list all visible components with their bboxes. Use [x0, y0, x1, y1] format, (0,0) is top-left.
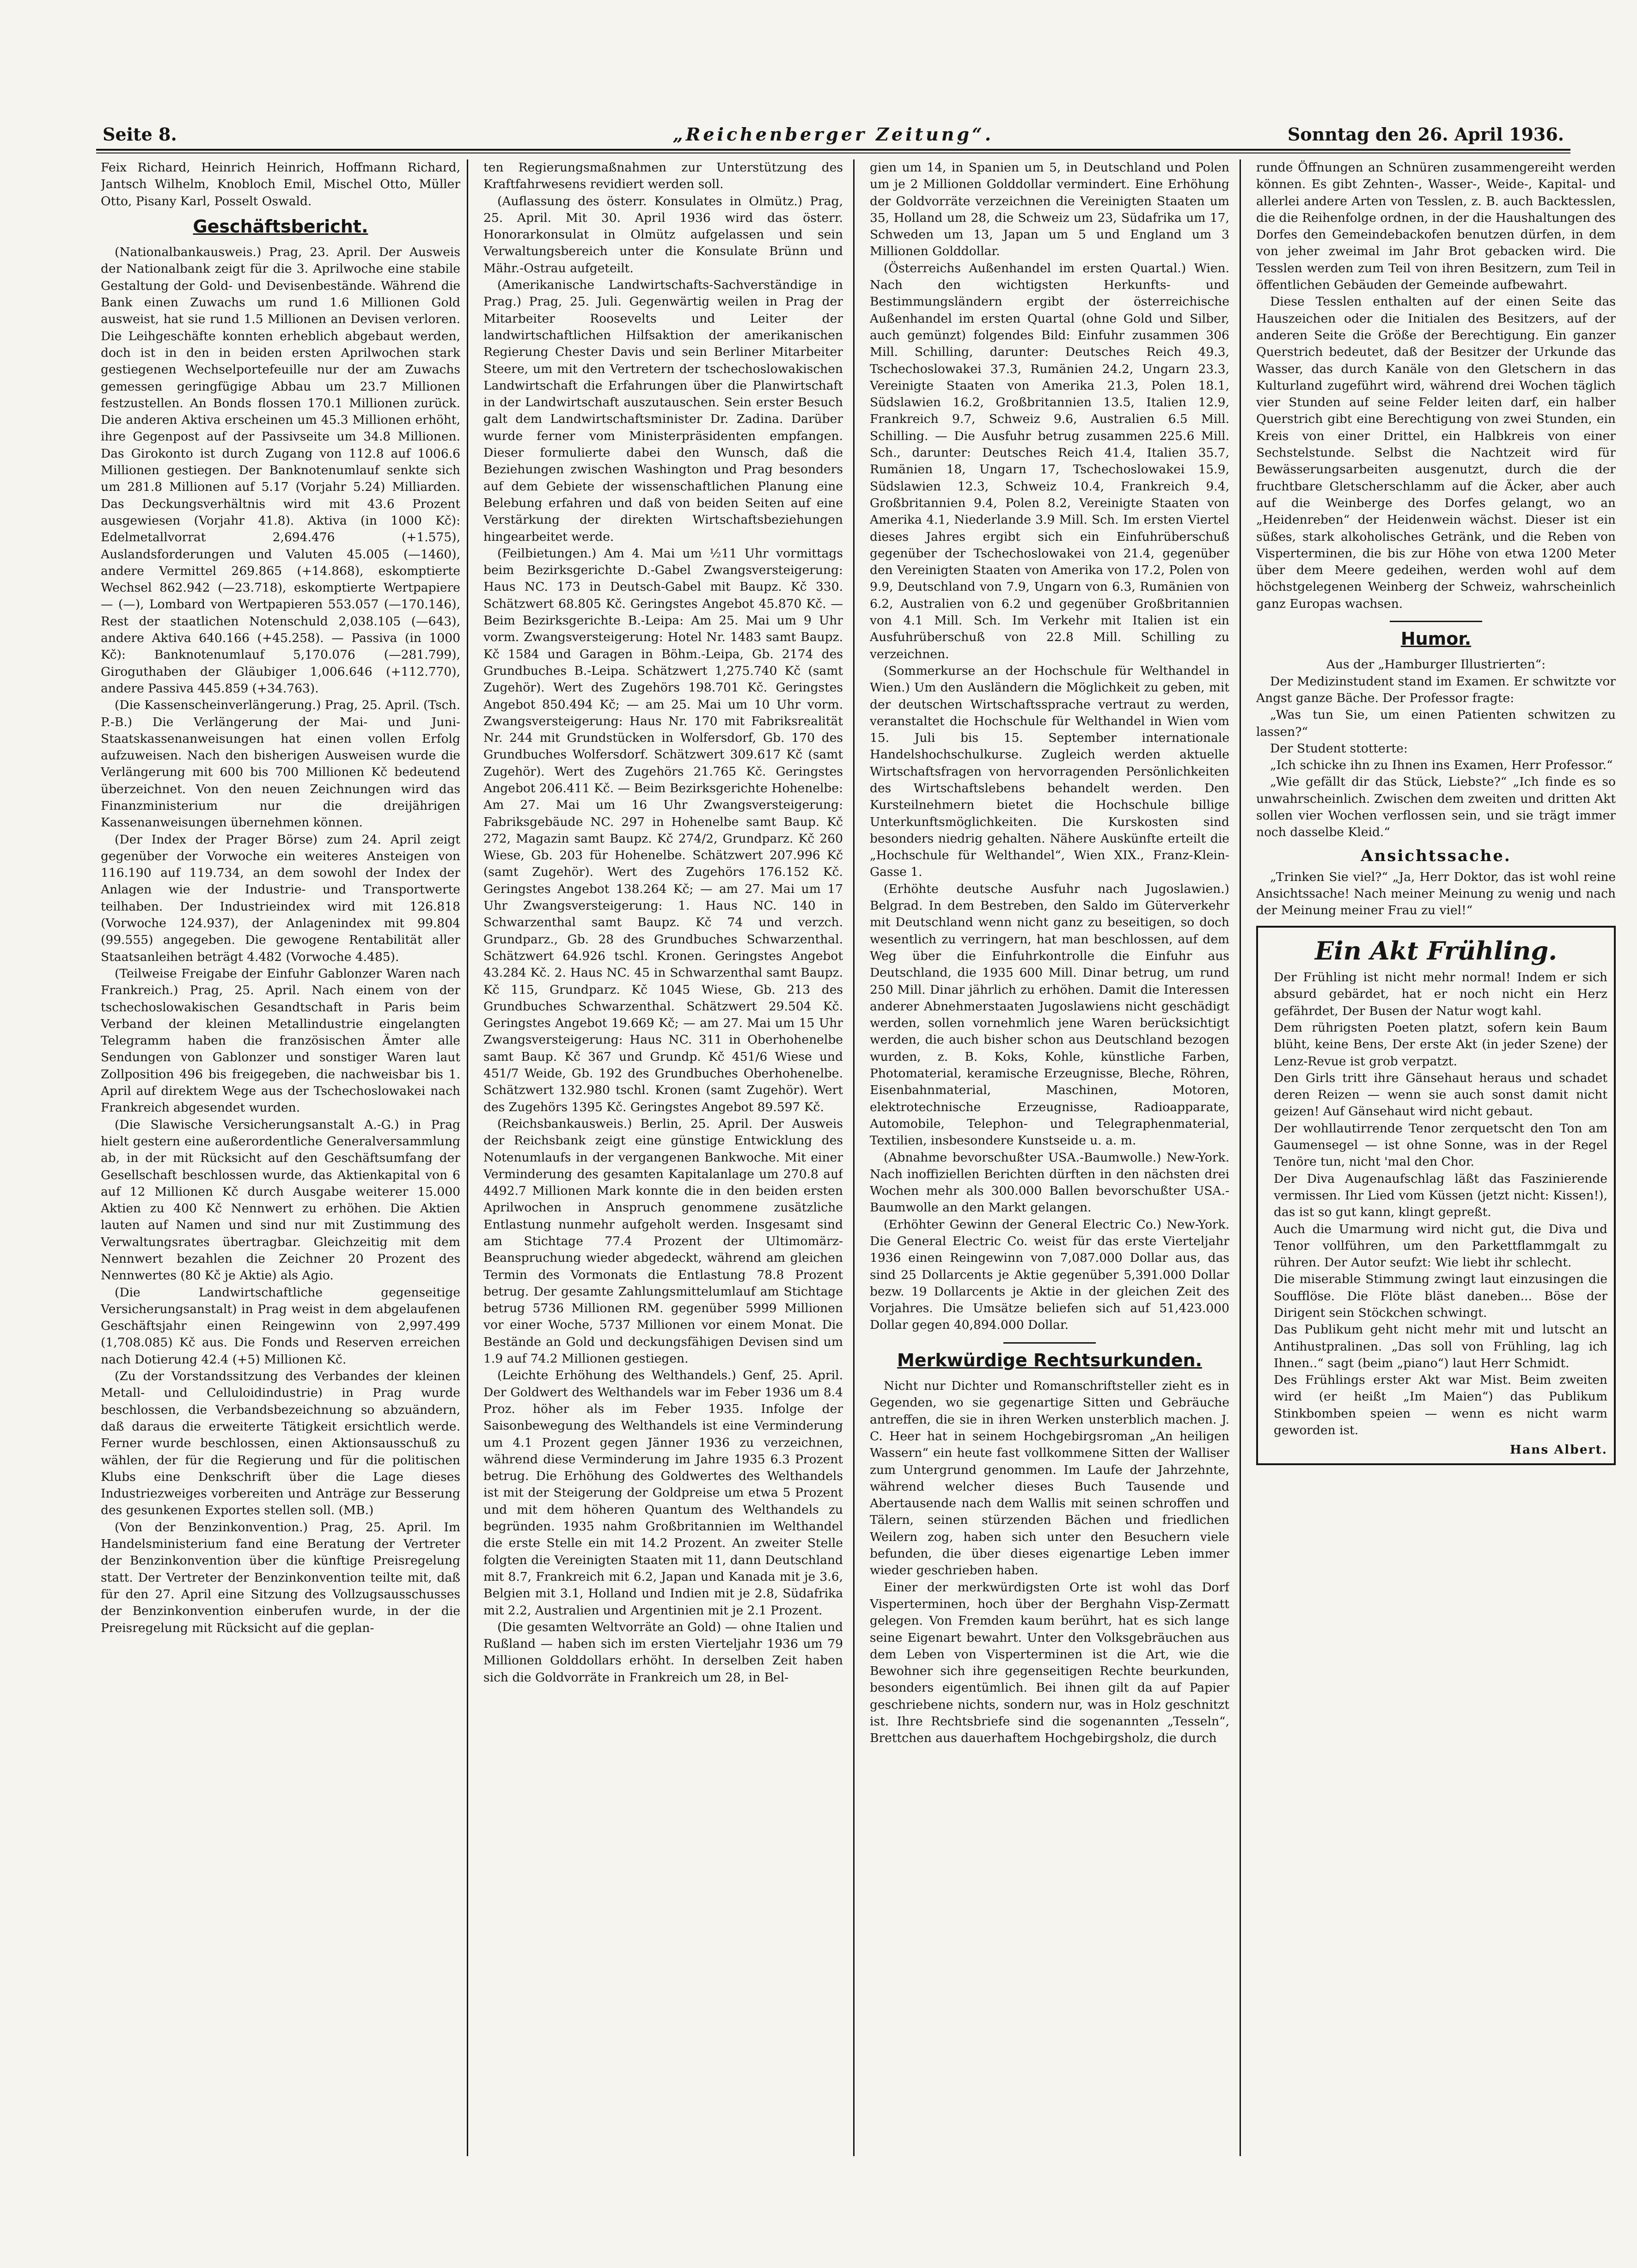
joke-line: „Ich schicke ihn zu Ihnen ins Examen, Herr Professor.“: [1270, 758, 1613, 773]
separator: [1003, 1342, 1096, 1344]
poem-title: Ein Akt Frühling.: [1315, 935, 1557, 966]
poem-stanza: Der Diva Augenaufschlag läßt das Faszinierende vermissen. Ihr Lied vom Küssen (jetzt nicht: Kissen!), das ist so gut kann, klingt gepreßt.: [1274, 1171, 1607, 1220]
column-1: [101, 159, 460, 2165]
column-divider-1: [467, 159, 468, 2156]
article-continued: ten Regierungsmaßnahmen zur Unterstützung des Kraftfahrwesens revidiert werden soll.: [483, 160, 843, 192]
joke-line: „Wie gefällt dir das Stück, Liebste?“ „Ich finde es so unwahrscheinlich. Zwischen dem zweiten und dritten Akt sollen vier Wochen verflossen sein, und sie trägt immer noch dasselbe Kleid.“: [1256, 775, 1616, 840]
column-divider-3: [1240, 159, 1241, 2156]
poem-stanza: Die miserable Stimmung zwingt laut einzusingen die Soufflöse. Die Flöte bläst daneben... Böse der Dirigent sein Stöckchen schwingt.: [1274, 1272, 1607, 1320]
names-list: Feix Richard, Heinrich Heinrich, Hoffmann Richard, Jantsch Wilhelm, Knobloch Emil, Mischel Otto, Müller Otto, Pisany Karl, Posselt Oswald.: [101, 160, 460, 208]
section-title-humor: Humor.: [1400, 629, 1472, 649]
feuilleton-paragraph: Nicht nur Dichter und Romanschriftsteller zieht es in Gegenden, wo sie gegenartige Sitten und Gebräuche antreffen, die sie in ihren Werken unsterblich machen. J. C. Heer hat in seinem Hochgebirgsroman „An heiligen Wassern“ ein heute fast vollkommene Sitten der Walliser zum Untergrund genommen. Im Laufe der Jahrzehnte, während welcher dieses Buch Tausende und Abertausende nach dem Wallis mit seinen schroffen und Tälern, seinen stürzenden Bächen und friedlichen Weilern zog, haben sich unter den Besuchern viele befunden, die über dieses eigenartige Leben immer wieder geschrieben haben.: [870, 1379, 1229, 1578]
poem-stanza: Das Publikum geht nicht mehr mit und lutscht an Antihustpralinen. „Das soll von Frühling, lag ich Ihnen..“ sagt (beim „piano“) laut Herr Schmidt.: [1274, 1322, 1607, 1370]
feuilleton-paragraph: Einer der merkwürdigsten Orte ist wohl das Dorf Visperterminen, hoch über der Berghahn Visp-Zermatt gelegen. Von Fremden kaum berührt, hat es sich lange seine Eigenart bewahrt. Unter den Volksgebräuchen aus dem Leben von Visperterminen ist die Art, wie die Bewohner sich ihre gegenseitigen Rechte beurkunden, besonders eigentümlich. Bei ihnen gilt da auf Papier geschriebene nichts, sondern nur, was in Holz geschnitzt ist. Ihre Rechtsbriefe sind die sogenannten „Tesseln“, Brettchen aus dauerhaftem Hochgebirgsholz, die durch: [870, 1580, 1229, 1746]
article-amerikaner: (Amerikanische Landwirtschafts-Sachverständige in Prag.) Prag, 25. Juli. Gegenwärtig weilen in Prag der Mitarbeiter Roosevelts und Leiter der landwirtschaftlichen Hilfsaktion der amerikanischen Regierung Chester Davis und sein Berliner Mitarbeiter Steere, um mit den Vertretern der tschechoslowakischen Landwirtschaft die Erfahrungen über die Planwirtschaft in der Landwirtschaft auszutauschen. Sein erster Besuch galt dem Landwirtschaftsminister Dr. Zadina. Darüber wurde ferner vom Ministerpräsidenten empfangen. Dieser formulierte dabei den Wunsch, daß die Beziehungen zwischen Washington und Prag besonders auf dem Gebiete der wissenschaftlichen Planung eine Belebung erfahren und daß von beiden Seiten auf eine Verstärkung der direkten Wirtschaftsbeziehungen hingearbeitet werde.: [483, 278, 843, 544]
joke-line: Der Student stotterte:: [1270, 741, 1408, 756]
header-rule: [96, 149, 1570, 151]
poem-stanza: Der Frühling ist nicht mehr normal! Indem er sich absurd gebärdet, hat er noch nicht ein Herz gefährdet, Der Busen der Natur wogt kahl.: [1274, 970, 1607, 1018]
column-3: [870, 159, 1229, 2165]
feuilleton-continued: runde Öffnungen an Schnüren zusammengereiht werden können. Es gibt Zehnten-, Wasser-, Weide-, Kapital- und allerlei andere Arten von Tesslen, z. B. auch Backtesslen, die die Reihenfolge ordnen, in der die Haushaltungen des Dorfes den Gemeindebackofen benutzen dürfen, in dem von jeher zweimal im Jahr Brot gebacken wird. Die Tesslen werden zum Teil von ihren Besitzern, zum Teil in öffentlichen Gebäuden der Gemeinde aufbewahrt.: [1256, 160, 1616, 293]
poem-stanza: Der wohllautirrende Tenor zerquetscht den Ton am Gaumensegel — ist ohne Sonne, was in der Regel Tenöre tun, nicht 'mal den Chor.: [1274, 1121, 1607, 1169]
article-sommerkurse: (Sommerkurse an der Hochschule für Welthandel in Wien.) Um den Ausländern die Möglichkeit zu geben, mit der deutschen Wirtschaftssprache vertraut zu werden, veranstaltet die Hochschule für Welthandel in Wien vom 15. Juli bis 15. September internationale Handelshochschulkurse. Zugleich werden aktuelle Wirtschaftsfragen von hervorragenden Persönlichkeiten des Wirtschaftslebens behandelt werden. Den Kursteilnehmern bietet die Hochschule billige Unterkunftsmöglichkeiten. Die Kurskosten sind besonders niedrig gehalten. Nähere Auskünfte erteilt die „Hochschule für Welthandel“, Wien XIX., Franz-Klein-Gasse 1.: [870, 663, 1229, 880]
joke-line: „Trinken Sie viel?“ „Ja, Herr Doktor, das ist wohl reine Ansichtssache! Nach meiner Meinung zu wenig und nach der Meinung meiner Frau zu viel!“: [1256, 869, 1616, 918]
article-boersenindex: (Der Index der Prager Börse) zum 24. April zeigt gegenüber der Vorwoche ein weiteres Ansteigen von 116.190 auf 119.734, an dem sowohl der Index der Anlagen wie der Industrie- und Transportwerte teilhaben. Der Industrieindex wird mit 126.818 (Vorwoche 124.937), der Anlagenindex mit 99.804 (99.555) angegeben. Die gewogene Rentabilität aller Staatsanleihen beträgt 4.482 (Vorwoche 4.485).: [101, 832, 460, 964]
poem-stanza: Des Frühlings erster Akt war Mist. Beim zweiten wird (er heißt „Im Maien“) das Publikum Stinkbomben speien — wenn es nicht warm geworden ist.: [1274, 1373, 1607, 1438]
poem-box: [1256, 926, 1616, 1465]
column-4: [1256, 159, 1616, 2165]
section-title-geschaeftsbericht: Geschäftsbericht.: [193, 216, 368, 237]
article-reichsbank: (Reichsbankausweis.) Berlin, 25. April. Der Ausweis der Reichsbank zeigt eine günstige Entwicklung des Notenumlaufs in der vergangenen Bankwoche. Mit einer Verminderung des gesamten Kapitalanlage um 270.8 auf 4492.7 Millionen Mark konnte die in den beiden ersten Aprilwochen in Anspruch genommene zusätzliche Entlastung nunmehr aufgeholt werden. Insgesamt sind am Stichtage 77.4 Prozent der Ultimomärz-Beanspruchung wieder abgedeckt, während am gleichen Termin des Vormonats die Entlastung 78.8 Prozent betrug. Der gesamte Zahlungsmittelumlauf am Stichtage betrug 5736 Millionen RM. gegenüber 5999 Millionen vor einer Woche, 5737 Millionen vor einem Monat. Die Bestände an Gold und deckungsfähigen Devisen sind um 1.9 auf 74.2 Millionen gestiegen.: [483, 1116, 843, 1366]
page-number: Seite 8.: [103, 124, 177, 145]
section-title-rechtsurkunden: Merkwürdige Rechtsurkunden.: [897, 1350, 1202, 1370]
joke-line: „Was tun Sie, um einen Patienten schwitzen zu lassen?“: [1256, 708, 1616, 739]
column-divider-2: [853, 159, 855, 2156]
article-jugoslawien: (Erhöhte deutsche Ausfuhr nach Jugoslawien.) Belgrad. In dem Bestreben, den Saldo im Güterverkehr mit Deutschland wenn nicht ganz zu beseitigen, so doch wesentlich zu verringern, hat man beschlossen, auf dem Weg über die Einfuhrkontrolle die Einfuhr aus Deutschland, die 1935 600 Mill. Dinar betrug, um rund 250 Mill. Dinar jährlich zu erhöhen. Damit die Interessen anderer Abnehmerstaaten Jugoslawiens nicht geschädigt werden, sollen vornehmlich jene Waren berücksichtigt werden, die auch bisher schon aus Deutschland bezogen wurden, z. B. Koks, Kohle, künstliche Farben, Photomaterial, keramische Erzeugnisse, Bleche, Röhren, Eisenbahnmaterial, Maschinen, Motoren, elektrotechnische Erzeugnisse, Radioapparate, Automobile, Telephon- und Telegraphenmaterial, Textilien, insbesondere Kunstseide u. a. m.: [870, 881, 1229, 1148]
article-versicherung: (Die Slawische Versicherungsanstalt A.-G.) in Prag hielt gestern eine außerordentliche Generalversammlung ab, in der mit Rücksicht auf den Geschäftsumfang der Gesellschaft beschlossen wurde, das Aktienkapital von 6 auf 12 Millionen Kč durch Ausgabe weiterer 15.000 Aktien zu 400 Kč Nennwert zu erhöhen. Die Aktien lauten auf Namen und sind nur mit Zustimmung des Verwaltungsrates übertragbar. Gleichzeitig mit dem Nennwert bezahlen die Zeichner 20 Prozent des Nennwertes (80 Kč je Aktie) als Agio.: [101, 1117, 460, 1283]
feuilleton-paragraph: Diese Tesslen enthalten auf der einen Seite das Hauszeichen oder die Initialen des Besitzers, auf der anderen Seite die Größe der Berechtigung. Ein ganzer Querstrich bedeutet, daß der Besitzer der Urkunde das Wasser, das durch Kanäle von den Gletschern in das Kulturland zugeführt wird, während drei Wochen täglich vier Stunden auf seine Felder leiten darf, ein halber Querstrich gibt eine Berechtigung von zwei Stunden, ein Kreis von einer Drittel, ein Halbkreis von einer Sechstelstunde. Selbst die Nachtzeit wird für Bewässerungsarbeiten ausgenutzt, durch die der fruchtbare Gletscherschlamm auf die Äcker, aber auch auf die Weinberge des Dorfes gelangt, wo an „Heidenreben“ der Heidenwein wächst. Dieser ist ein süßes, stark alkoholisches Getränk, und die Reben von Visperterminen, die bis zur Höhe von etwa 1200 Meter über dem Meere gedeihen, werden wohl auf dem höchstgelegenen Weinberg der Schweiz, wahrscheinlich ganz Europas wachsen.: [1256, 294, 1616, 611]
poem-author: Hans Albert.: [1509, 1443, 1607, 1457]
issue-date: Sonntag den 26. April 1936.: [1287, 124, 1564, 145]
article-continued: gien um 14, in Spanien um 5, in Deutschland und Polen um je 2 Millionen Golddollar vermindert. Eine Erhöhung der Goldvorräte verzeichnen die Vereinigten Staaten um 35, Holland um 28, die Schweiz um 23, Südafrika um 17, Schweden um 13, Japan um 5 und England um 3 Millionen Golddollar.: [870, 160, 1229, 259]
article-metallindustrie: (Zu der Vorstandssitzung des Verbandes der kleinen Metall- und Celluloidindustrie) in Prag wurde beschlossen, die Verbandsbezeichnung so abzuändern, daß daraus die erweiterte Tätigkeit ersichtlich werde. Ferner wurde beschlossen, einen Aktionsausschuß zu wählen, der für die Regierung und für die politischen Klubs eine Denkschrift über die Lage dieses Industriezweiges vorbereiten und Anträge zur Besserung des gesunkenen Exportes stellen soll. (MB.): [101, 1369, 460, 1518]
article-nationalbank: (Nationalbankausweis.) Prag, 23. April. Der Ausweis der Nationalbank zeigt für die 3. Aprilwoche eine stabile Gestaltung der Gold- und Devisenbestände. Während die Bank einen Zuwachs um rund 1.6 Millionen Gold ausweist, hat sie rund 1.5 Millionen an Devisen verloren. Die Leihgeschäfte konnten erheblich abgebaut werden, doch ist in den in beiden ersten Aprilwochen stark gestiegenen Wechselportefeuille nur der am Zuwachs gemessen geringfügige Abbau um 23.7 Millionen festzustellen. An Bonds flossen 170.1 Millionen zurück. Die anderen Aktiva erscheinen um 45.3 Millionen erhöht, ihre Gegenpost auf der Passivseite um 34.8 Millionen. Das Girokonto ist durch Zugang von 112.8 auf 1006.6 Millionen gestiegen. Der Banknotenumlauf senkte sich um 281.8 Millionen auf 5.17 (Vorjahr 5.24) Milliarden. Das Deckungsverhältnis wird mit 43.6 Prozent ausgewiesen (Vorjahr 41.8). Aktiva (in 1000 Kč): Edelmetallvorrat 2,694.476 (+1.575), Auslandsforderungen und Valuten 45.005 (—1460), andere Vermittel 269.865 (+14.868), eskomptierte Wechsel 862.942 (—23.718), eskomptierte Wertpapiere — (—), Lombard von Wertpapieren 553.057 (—170.146), Rest der staatlichen Notenschuld 2,038.105 (—643), andere Aktiva 640.166 (+45.258). — Passiva (in 1000 Kč): Banknotenumlauf 5,170.076 (—281.799), Giroguthaben der Gläubiger 1,006.646 (+112.770), andere Passiva 445.859 (+34.763).: [101, 245, 460, 696]
article-welthandel: (Leichte Erhöhung des Welthandels.) Genf, 25. April. Der Goldwert des Welthandels war im Feber 1936 um 8.4 Proz. höher als im Feber 1935. Infolge der Saisonbewegung des Welthandels ist eine Verminderung um 4.1 Prozent gegen Jänner 1936 zu verzeichnen, während diese Verminderung im Jahre 1935 6.3 Prozent betrug. Die Erhöhung des Goldwertes des Welthandels ist mit der Steigerung der Goldpreise um etwa 5 Prozent und mit dem höheren Quantum des Welthandels zu begründen. 1935 nahm Großbritannien im Welthandel die erste Stelle ein mit 14.2 Prozent. An zweiter Stelle folgten die Vereinigten Staaten mit 11, dann Deutschland mit 8.7, Frankreich mit 6.2, Japan und Kanada mit je 3.6, Belgien mit 3.1, Holland und Indien mit je 2.8, Südafrika mit 2.2, Australien und Argentinien mit je 2.1 Prozent.: [483, 1368, 843, 1618]
article-kassenschein: (Die Kassenscheinverlängerung.) Prag, 25. April. (Tsch. P.-B.) Die Verlängerung der Mai- und Juni-Staatskassenanweisungen hat einen vollen Erfolg aufzuweisen. Nach den bisherigen Ausweisen wurde die Verlängerung mit 600 bis 700 Millionen Kč bedeutend überzeichnet. Von den neuen Zeichnungen wird das Finanzministerium nur die dreijährigen Kassenanweisungen übernehmen können.: [101, 698, 460, 830]
masthead: [96, 124, 1570, 152]
article-landwirtschaft: (Die Landwirtschaftliche gegenseitige Versicherungsanstalt) in Prag weist in dem abgelaufenen Geschäftsjahr einen Reingewinn von 2,997.499 (1,708.085) Kč aus. Die Fonds und Reserven erreichen nach Dotierung 42.4 (+5) Millionen Kč.: [101, 1285, 460, 1367]
article-oesterreich: (Österreichs Außenhandel im ersten Quartal.) Wien. Nach den wichtigsten Herkunfts- und Bestimmungsländern ergibt der österreichische Außenhandel im ersten Quartal (ohne Gold und Silber, auch gemünzt) folgendes Bild: Einfuhr zusammen 306 Mill. Schilling, darunter: Deutsches Reich 49.3, Tschechoslowakei 37.3, Rumänien 24.2, Ungarn 23.3, Vereinigte Staaten von Amerika 21.3, Polen 18.1, Südslawien 16.2, Großbritannien 13.5, Italien 12.9, Frankreich 9.7, Schweiz 9.6, Australien 6.5 Mill. Schilling. — Die Ausfuhr betrug zusammen 225.6 Mill. Sch., darunter: Deutsches Reich 41.4, Italien 35.7, Rumänien 18, Ungarn 17, Tschechoslowakei 15.9, Südslawien 12.3, Schweiz 10.4, Frankreich 9.4, Großbritannien 9.4, Polen 8.2, Vereinigte Staaten von Amerika 4.1, Niederlande 3.9 Mill. Sch. Im ersten Viertel dieses Jahres ergibt sich ein Einfuhrüberschuß gegenüber der Tschechoslowakei von 21.4, gegenüber den Vereinigten Staaten von Amerika von 17.2, Polen von 9.9, Deutschland von 7.9, Ungarn von 6.3, Rumänien von 6.2, Australien von 6.2 und gegenüber Großbritannien von 4.1 Mill. Sch. Im Verkehr mit Italien ist ein Ausfuhrüberschuß von 22.8 Mill. Schilling zu verzeichnen.: [870, 261, 1229, 661]
article-gablonz: (Teilweise Freigabe der Einfuhr Gablonzer Waren nach Frankreich.) Prag, 25. April. Nach einem von der tschechoslowakischen Gesandtschaft in Paris beim Verband der kleinen Metallindustrie eingelangten Telegramm haben die französischen Ämter alle Sendungen von Gablonzer und sonstiger Waren laut Zollposition 496 bis freigegeben, die nachweisbar bis 1. April auf direktem Wege aus der Tschechoslowakei nach Frankreich abgesendet wurden.: [101, 966, 460, 1115]
article-weltgold: (Die gesamten Weltvorräte an Gold) — ohne Italien und Rußland — haben sich im ersten Vierteljahr 1936 um 79 Millionen Golddollars erhöht. In derselben Zeit haben sich die Goldvorräte in Frankreich um 28, in Bel-: [483, 1620, 843, 1685]
humor-source: Aus der „Hamburger Illustrierten“:: [1326, 657, 1546, 672]
article-general-electric: (Erhöhter Gewinn der General Electric Co.) New-York. Die General Electric Co. weist für das erste Vierteljahr 1936 einen Reingewinn von 7,087.000 Dollar aus, das sind 25 Dollarcents je Aktie gegenüber 5,391.000 Dollar bezw. 19 Dollarcents je Aktie in der gleichen Zeit des Vorjahres. Die Umsätze beliefen sich auf 51,423.000 Dollar gegen 40,894.000 Dollar.: [870, 1217, 1229, 1333]
newspaper-title: „Reichenberger Zeitung“.: [672, 124, 994, 145]
column-2: [483, 159, 843, 2165]
article-benzinkonvention: (Von der Benzinkonvention.) Prag, 25. April. Im Handelsministerium fand eine Beratung der Vertreter der Benzinkonvention über die künftige Preisregelung statt. Der Vertreter der Benzinkonvention teilte mit, daß für den 27. April eine Sitzung des Vollzugsausschusses der Benzinkonvention einberufen wurde, in der die Preisregelung mit Rücksicht auf die geplan-: [101, 1520, 460, 1635]
separator: [1390, 621, 1482, 622]
joke-line: Der Medizinstudent stand im Examen. Er schwitzte vor Angst ganze Bäche. Der Professor fragte:: [1256, 674, 1616, 705]
article-konsulat: (Auflassung des österr. Konsulates in Olmütz.) Prag, 25. April. Mit 30. April 1936 wird das österr. Honorarkonsulat in Olmütz aufgelassen und sein Verwaltungsbereich unter die Konsulate Brünn und Mähr.-Ostrau aufgeteilt.: [483, 194, 843, 275]
article-feilbietungen: (Feilbietungen.) Am 4. Mai um ½11 Uhr vormittags beim Bezirksgerichte D.-Gabel Zwangsversteigerung: Haus NC. 173 in Deutsch-Gabel mit Baupz. Kč 330. Schätzwert 68.805 Kč. Geringstes Angebot 45.870 Kč. — Beim Bezirksgerichte B.-Leipa: Am 25. Mai um 9 Uhr vorm. Zwangsversteigerung: Hotel Nr. 1483 samt Baupz. Kč 1584 und Garagen in Böhm.-Leipa, Gb. 2174 des Grundbuches B.-Leipa. Schätzwert 1,275.740 Kč (samt Zugehör). Wert des Zugehörs 198.701 Kč. Geringstes Angebot 850.494 Kč; — am 25. Mai um 10 Uhr vorm. Zwangsversteigerung: Haus Nr. 170 mit Fabriksrealität Nr. 244 mit Grundstücken in Wolfersdorf, Gb. 170 des Grundbuches Wolfersdorf. Schätzwert 309.617 Kč (samt Zugehör). Wert des Zugehörs 21.765 Kč. Geringstes Angebot 206.411 Kč. — Beim Bezirksgerichte Hohenelbe: Am 27. Mai um 16 Uhr Zwangsversteigerung: Fabriksgebäude NC. 297 in Hohenelbe samt Baup. Kč 272, Magazin samt Baupz. Kč 274/2, Grundparz. Kč 260 Wiese, Gb. 203 für Hohenelbe. Schätzwert 207.996 Kč (samt Zugehör). Wert des Zugehörs 176.152 Kč. Geringstes Angebot 138.264 Kč; — am 27. Mai um 17 Uhr Zwangsversteigerung: 1. Haus NC. 140 in Schwarzenthal samt Baupz. Kč 74 und verzch. Grundparz., Gb. 28 des Grundbuches Schwarzenthal. Schätzwert 64.926 tschl. Kronen. Geringstes Angebot 43.284 Kč. 2. Haus NC. 45 in Schwarzenthal samt Baupz. Kč 115, Grundparz. Kč 1045 Wiese, Gb. 213 des Grundbuches Schwarzenthal. Schätzwert 29.504 Kč. Geringstes Angebot 19.669 Kč; — am 27. Mai um 15 Uhr Zwangsversteigerung: Haus NC. 311 in Oberhohenelbe samt Baup. Kč 367 und Grundp. Kč 451/6 Wiese und 451/7 Weide, Gb. 192 des Grundbuches Oberhohenelbe. Schätzwert 132.980 tschl. Kronen (samt Zugehör). Wert des Zugehörs 1395 Kč. Geringstes Angebot 89.597 Kč.: [483, 546, 843, 1114]
poem-stanza: Auch die Umarmung wird nicht gut, die Diva und Tenor vollführen, um den Parkettflammgalt zu rühren. Der Autor seufzt: Wie liebt ihr schlecht.: [1274, 1222, 1607, 1270]
joke-title: Ansichtssache.: [1361, 846, 1511, 865]
poem-stanza: Dem rührigsten Poeten platzt, sofern kein Baum blüht, keine Bens, Der erste Akt (in jeder Szene) der Lenz-Revue ist grob verpatzt.: [1274, 1020, 1607, 1069]
article-baumwolle: (Abnahme bevorschußter USA.-Baumwolle.) New-York. Nach inoffiziellen Berichten dürften in den nächsten drei Wochen mehr als 300.000 Ballen bevorschußter USA.-Baumwolle an den Markt gelangen.: [870, 1150, 1229, 1215]
poem-stanza: Den Girls tritt ihre Gänsehaut heraus und schadet deren Reizen — wenn sie auch sonst damit nicht geizen! Auf Gänsehaut wird nicht gebaut.: [1274, 1070, 1607, 1119]
